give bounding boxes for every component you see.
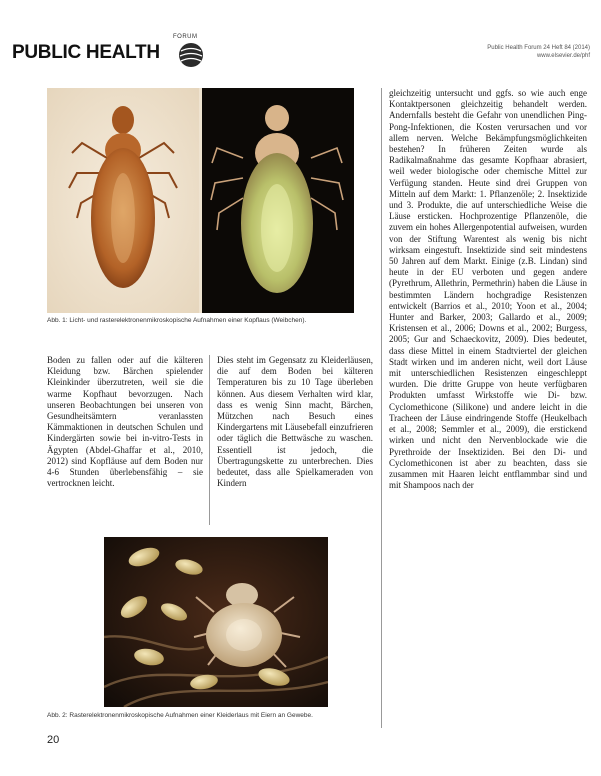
figure-1-caption: Abb. 1: Licht- und rasterelektronenmikroskopische Aufnahmen einer Kopflaus (Weibchen). bbox=[47, 317, 307, 324]
body-column-middle bbox=[217, 355, 373, 489]
figure-2-image bbox=[104, 537, 328, 707]
body-column-right bbox=[389, 88, 587, 491]
journal-meta-line-1: Public Health Forum 24 Heft 84 (2014) bbox=[487, 45, 590, 51]
page-number: 20 bbox=[47, 734, 60, 746]
journal-meta bbox=[414, 44, 590, 60]
body-paragraph: gleichzeitig untersucht und ggfs. so wie auch enge Kontaktpersonen gleichzeitig behandelt werden. Andernfalls besteht die Gefahr von unendlichen Ping-Pong-Infektionen, die Kosten verursachen und vor allem nerven. Welche Bekämpfungsmöglichkeiten bestehen? In früheren Zeiten wurde als Radikalmaßnahme das gesamte Kopfhaar abrasiert, weil weder biologische oder chemische Mittel zur Verfügung standen. Heute sind drei Gruppen von Mitteln auf dem Markt: 1. Pflanzenöle; 2. Insektizide und 3. Produkte, die auf unterschiedliche Weise die Läuse ersticken. Hochprozentige Pflanzenöle, die zuvem ein hohes Allergenpotential aufweisen, wurden von der Stiftung Warentest als wenig bis nicht wirksam eingestuft. Insektizide sind seit mindestens 50 Jahren auf dem Markt. Einige (z.B. Lindan) sind heute in der EU verboten und gegen andere (Pyrethrum, Allethrin, Permethrin) haben die Läuse in bestimmten Ländern hochgradige Resistenzen entwickelt (Barrios et al., 2010; Yoon et al., 2004; Hunter and Barker, 2003; Gallardo et al., 2009; Kristensen et al., 2006; Downs et al., 2002; Burgess, 2005; Gur and Schaeckovitz, 2009). Dies bedeutet, dass diese Mittel in einem Stadtviertel der gleichen Stadt wirken und im anderen nicht, weil dort Läuse mit unterschiedlichen Resistenzen eingeschleppt wurden. Die dritte Gruppe von heute verfügbaren Produkten umfasst Wirkstoffe wie Di- bzw. Cyclomethicone (Silikone) und andere leicht in die Tracheen der Läuse eindringende Stoffe (Heukelbach et al., 2008; Semmler et al., 2009), die erstickend wirken und nicht den Nervenblockade wie die Pyrethroide der Insektiziden. Bei den Di- und Cyclomethiconen ist aber zu beachten, dass sie zusammen mit Haaren leicht entflammbar sind und mit Shampoos nach der bbox=[389, 88, 587, 491]
body-column-left bbox=[47, 355, 203, 489]
figure-2-caption: Abb. 2: Rasterelektronenmikroskopische Aufnahmen einer Kleiderlaus mit Eiern an Gewebe. bbox=[47, 712, 313, 719]
journal-logo-icon bbox=[178, 42, 204, 68]
journal-title: PUBLIC HEALTH bbox=[12, 42, 160, 63]
forum-label: FORUM bbox=[173, 34, 198, 40]
column-divider bbox=[381, 88, 382, 728]
body-paragraph: Dies steht im Gegensatz zu Kleiderläusen, die auf dem Boden bei kälteren Temperaturen bis zu 10 Tage überleben können. Aus diesem Verhalten wird klar, dass es wenig Sinn macht, Bärchen, Mützchen nach Besuch eines Kindergartens mit Läusebefall einzufrieren oder täglich die Bettwäsche zu waschen. Essentiell ist jedoch, die Übertragungskette zu unterbrechen. Dies bedeutet, dass alle Spielkameraden von Kindern bbox=[217, 355, 373, 489]
journal-meta-line-2: www.elsevier.de/phf bbox=[536, 53, 590, 59]
body-paragraph: Boden zu fallen oder auf die kälteren Kleidung bzw. Bärchen spielender Kleinkinder überzutreten, weil sie die warme Kopfhaut bevorzugen. Nach unseren Beobachtungen bei unseren von Gesundheitsämtern veranlassten Kämmaktionen in deutschen Schulen und Kindergärten sowie bei in-vitro-Tests in Ägypten (Abdel-Ghaffar et al., 2010, 2012) sind Kopfläuse auf dem Boden nur 4-6 Stunden überlebensfähig – sie vertrocknen leicht. bbox=[47, 355, 203, 489]
column-divider bbox=[209, 355, 210, 525]
figure-1-image bbox=[47, 88, 354, 313]
